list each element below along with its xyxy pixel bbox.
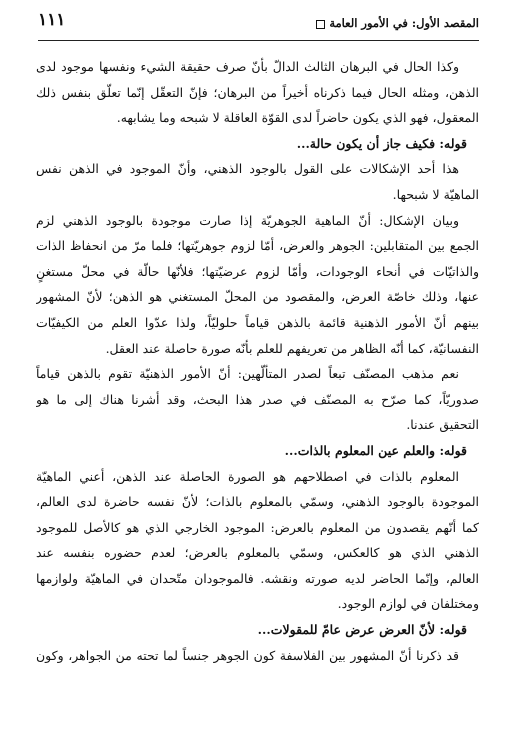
text-line: وبيان الإشكال: أنّ الماهية الجوهريّة إذا صارت موجودة بالوجود الذهني لزم xyxy=(36,212,459,228)
text-line: النفسانيّة، كما أنّه الظاهر من تعريفهم للعلم بأنّه صورة حاصلة عند العقل. xyxy=(105,340,479,356)
text-line: الذهن، ومثله الحال فيما ذكرناه أخيراً من البرهان؛ فإنّ التعقّل إنّما تعلّق بنفس ذلك xyxy=(36,84,479,100)
commentary-heading: قوله: والعلم عين المعلوم بالذات... xyxy=(284,442,467,458)
text-line: قد ذكرنا أنّ المشهور بين الفلاسفة كون الجوهر جنساً لما تحته من الجواهر، وكون xyxy=(36,647,459,663)
text-line: الماهيّة لا شبحها. xyxy=(392,186,479,202)
text-line: عنها، وذلك خاصّة العرض، والمقصود من المحلّ المستغني هو الذهن؛ لأنّ المشهور xyxy=(36,289,479,305)
text-line: ومختلفان في لوازم الوجود. xyxy=(337,596,479,612)
square-separator-icon xyxy=(316,20,325,29)
running-header xyxy=(38,10,479,41)
text-line: التحقيق عندنا. xyxy=(406,417,479,433)
commentary-heading: قوله: لأنّ العرض عرض عامّ للمقولات... xyxy=(257,622,467,638)
text-line: العالم، وإنّما الحاضر لديه صورته ونقشه. فالموجودان متّحدان في الماهيّة ولوازمها xyxy=(36,570,479,586)
text-line: الذهني الذي هو كالعكس، وسمّي بالمعلوم بالعرض؛ لعدم حضوره بنفسه عند xyxy=(36,545,479,561)
text-line: الجمع بين المتقابلين: الجوهر والعرض، أمّا لزوم جوهريّتها؛ فلما مرّ من انحفاظ الذات xyxy=(36,238,479,254)
text-line: وكذا الحال في البرهان الثالث الدالّ بأنّ صرف حقيقة الشيء ونفسها موجود لدى xyxy=(36,59,459,74)
header-title-text: المقصد الأول: في الأمور العامة xyxy=(329,16,479,30)
text-line: الموجودة بالوجود الذهني، وسمّي بالمعلوم بالذات؛ لأنّ نفسه حاضرة لدى العالم، xyxy=(36,494,479,510)
text-line: هذا أحد الإشكالات على القول بالوجود الذهني، وأنّ الموجود في الذهن نفس xyxy=(36,161,459,177)
running-header-title xyxy=(312,16,479,30)
body-text xyxy=(36,54,479,668)
text-line: المعلوم بالذات في اصطلاحهم هو الصورة الحاصلة عند الذهن، أعني الماهيّة xyxy=(36,468,459,484)
text-line: صدوريّاً، كما صرّح به المصنّف في صدر هذا البحث، وقد أشرنا هناك إلى ما هو xyxy=(36,391,479,407)
text-line: بينهم أنّ الأمور الذهنية قائمة بالذهن قياماً حلوليّاً، ولذا عدّوا العلم من الكيفيّات xyxy=(36,314,479,330)
commentary-heading: قوله: فكيف جاز أن يكون حالة... xyxy=(296,135,467,151)
text-line: نعم مذهب المصنّف تبعاً لصدر المتألّهين: أنّ الأمور الذهنيّة تقوم بالذهن قياماً xyxy=(36,366,459,382)
text-line: والذاتيّات في أنحاء الوجودات، وأمّا لزوم عرضيّتها؛ فلأنّها حالّة في محلّ مستغنٍ xyxy=(36,263,479,279)
text-line: كما أنّهم يقصدون من المعلوم بالعرض: الموجود الخارجي الذي هو كالأصل للموجود xyxy=(36,519,479,535)
text-line: المعقول، فهو الذي يكون حاضراً لدى القوّة العاقلة لا شبحه وما يشابهه. xyxy=(116,110,479,126)
page-number: ١١١ xyxy=(38,10,66,30)
